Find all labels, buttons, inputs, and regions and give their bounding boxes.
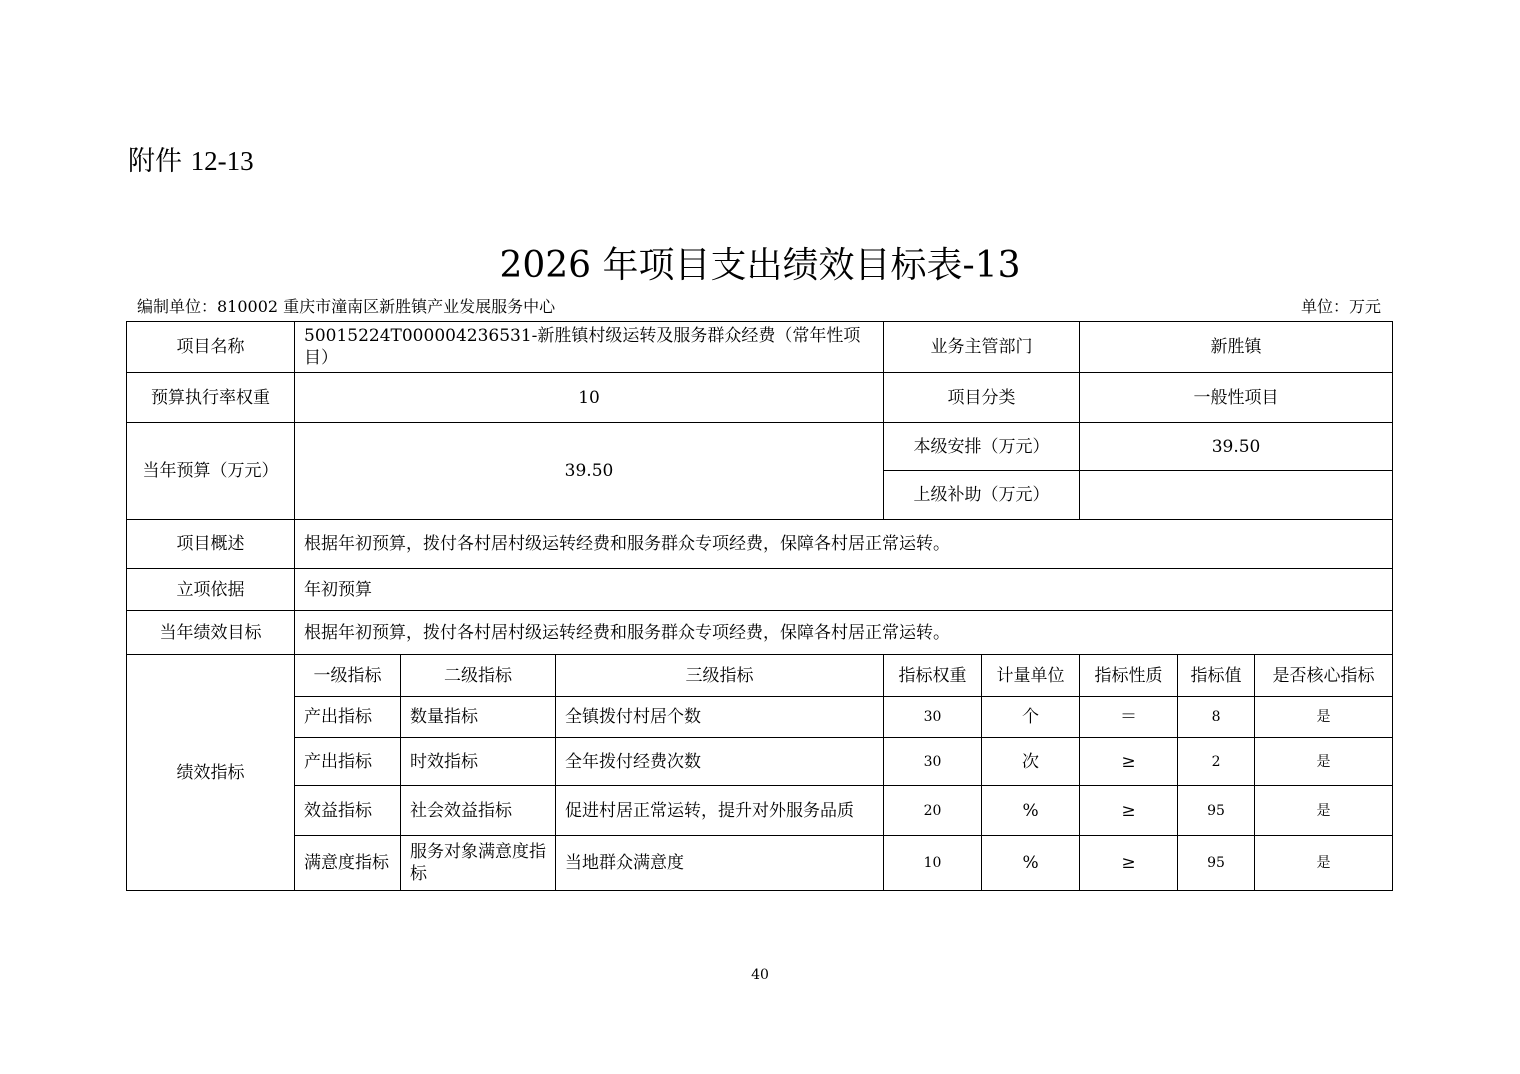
row-goal bbox=[127, 611, 1393, 655]
row-l2: 服务对象满意度指标 bbox=[401, 836, 556, 891]
row-value: 8 bbox=[1178, 697, 1255, 738]
row-weight: 10 bbox=[884, 836, 982, 891]
budget-value: 39.50 bbox=[295, 423, 884, 520]
row-unit: 次 bbox=[982, 738, 1080, 786]
table-row bbox=[127, 738, 1393, 786]
basis-label: 立项依据 bbox=[127, 569, 295, 611]
project-name-label: 项目名称 bbox=[127, 322, 295, 373]
row-weight: 20 bbox=[884, 786, 982, 836]
row-l1: 满意度指标 bbox=[295, 836, 401, 891]
org-line bbox=[137, 296, 1381, 318]
performance-table bbox=[126, 321, 1393, 891]
upper-value bbox=[1080, 471, 1393, 520]
row-core: 是 bbox=[1255, 786, 1393, 836]
dept-value: 新胜镇 bbox=[1080, 322, 1393, 373]
overview-value: 根据年初预算，拨付各村居村级运转经费和服务群众专项经费，保障各村居正常运转。 bbox=[295, 520, 1393, 569]
attachment-text: 附件 bbox=[128, 146, 182, 177]
title-year: 2026 bbox=[499, 245, 592, 286]
rate-weight-label: 预算执行率权重 bbox=[127, 373, 295, 423]
row-weight: 30 bbox=[884, 738, 982, 786]
row-value: 2 bbox=[1178, 738, 1255, 786]
dept-label: 业务主管部门 bbox=[884, 322, 1080, 373]
header-weight: 指标权重 bbox=[884, 655, 982, 697]
row-unit: % bbox=[982, 786, 1080, 836]
row-project-name bbox=[127, 322, 1393, 373]
local-value: 39.50 bbox=[1080, 423, 1393, 471]
row-l2: 时效指标 bbox=[401, 738, 556, 786]
row-rate-weight bbox=[127, 373, 1393, 423]
basis-value: 年初预算 bbox=[295, 569, 1393, 611]
row-l2: 数量指标 bbox=[401, 697, 556, 738]
row-l1: 产出指标 bbox=[295, 697, 401, 738]
row-l2: 社会效益指标 bbox=[401, 786, 556, 836]
title-suffix: -13 bbox=[962, 245, 1021, 286]
row-basis bbox=[127, 569, 1393, 611]
row-nature: ≥ bbox=[1080, 786, 1178, 836]
row-l3: 当地群众满意度 bbox=[556, 836, 884, 891]
row-core: 是 bbox=[1255, 697, 1393, 738]
header-l3: 三级指标 bbox=[556, 655, 884, 697]
row-l1: 产出指标 bbox=[295, 738, 401, 786]
org-unit: 编制单位：810002 重庆市潼南区新胜镇产业发展服务中心 bbox=[137, 297, 556, 316]
goal-label: 当年绩效目标 bbox=[127, 611, 295, 655]
row-nature: ≥ bbox=[1080, 738, 1178, 786]
header-l2: 二级指标 bbox=[401, 655, 556, 697]
title-text: 年项目支出绩效目标表 bbox=[602, 245, 963, 286]
row-value: 95 bbox=[1178, 836, 1255, 891]
row-l3: 促进村居正常运转，提升对外服务品质 bbox=[556, 786, 884, 836]
attachment-label bbox=[128, 143, 254, 180]
category-value: 一般性项目 bbox=[1080, 373, 1393, 423]
page-number: 40 bbox=[751, 967, 769, 983]
row-nature: ≥ bbox=[1080, 836, 1178, 891]
row-value: 95 bbox=[1178, 786, 1255, 836]
table-row bbox=[127, 836, 1393, 891]
header-unit: 计量单位 bbox=[982, 655, 1080, 697]
row-overview bbox=[127, 520, 1393, 569]
perf-label: 绩效指标 bbox=[127, 655, 295, 891]
header-value: 指标值 bbox=[1178, 655, 1255, 697]
goal-value: 根据年初预算，拨付各村居村级运转经费和服务群众专项经费，保障各村居正常运转。 bbox=[295, 611, 1393, 655]
upper-label: 上级补助（万元） bbox=[884, 471, 1080, 520]
header-nature: 指标性质 bbox=[1080, 655, 1178, 697]
row-unit: % bbox=[982, 836, 1080, 891]
header-core: 是否核心指标 bbox=[1255, 655, 1393, 697]
row-weight: 30 bbox=[884, 697, 982, 738]
row-l3: 全镇拨付村居个数 bbox=[556, 697, 884, 738]
row-l1: 效益指标 bbox=[295, 786, 401, 836]
local-label: 本级安排（万元） bbox=[884, 423, 1080, 471]
project-name-value: 50015224T000004236531-新胜镇村级运转及服务群众经费（常年性项目） bbox=[295, 322, 884, 373]
row-l3: 全年拨付经费次数 bbox=[556, 738, 884, 786]
table-row bbox=[127, 786, 1393, 836]
table-row bbox=[127, 697, 1393, 738]
budget-label: 当年预算（万元） bbox=[127, 423, 295, 520]
overview-label: 项目概述 bbox=[127, 520, 295, 569]
row-core: 是 bbox=[1255, 836, 1393, 891]
rate-weight-value: 10 bbox=[295, 373, 884, 423]
header-l1: 一级指标 bbox=[295, 655, 401, 697]
currency-unit: 单位：万元 bbox=[1300, 297, 1381, 316]
row-nature: ＝ bbox=[1080, 697, 1178, 738]
row-core: 是 bbox=[1255, 738, 1393, 786]
row-budget bbox=[127, 423, 1393, 471]
page-title bbox=[0, 242, 1520, 290]
attachment-number: 12-13 bbox=[190, 146, 254, 176]
row-unit: 个 bbox=[982, 697, 1080, 738]
category-label: 项目分类 bbox=[884, 373, 1080, 423]
perf-header-row bbox=[127, 655, 1393, 697]
